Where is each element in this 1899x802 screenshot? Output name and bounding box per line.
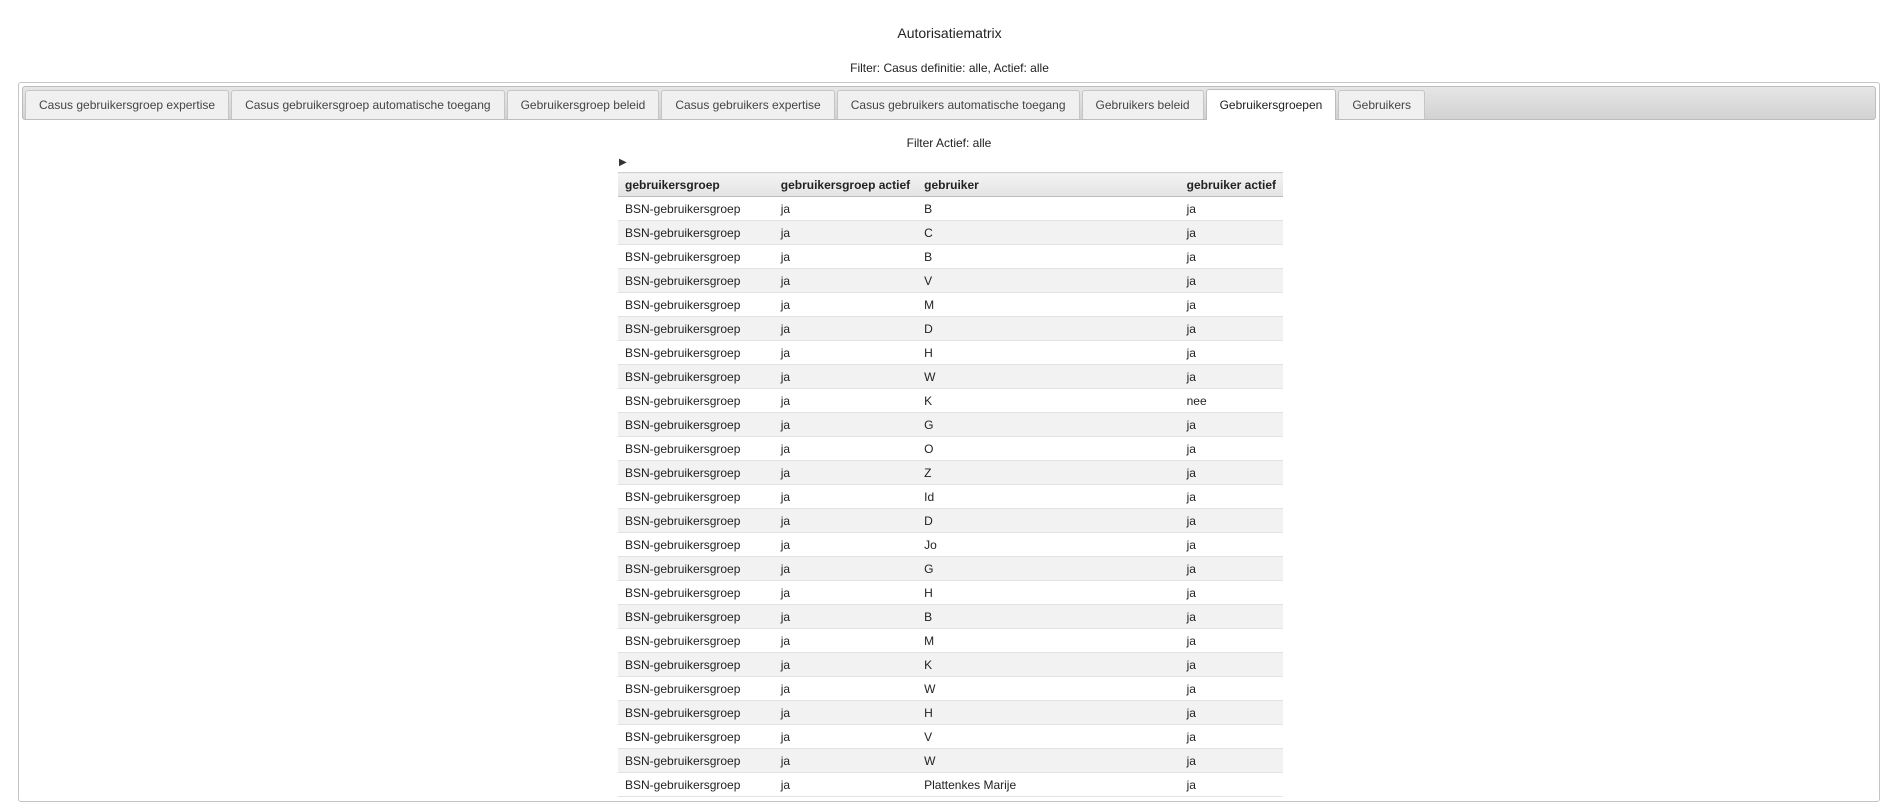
cell-gebruikersgroep-actief: ja (774, 605, 917, 629)
cell-gebruiker-actief: ja (1180, 509, 1283, 533)
cell-gebruikersgroep: BSN-gebruikersgroep (618, 341, 774, 365)
active-filter-label: Filter Actief: alle (906, 136, 992, 150)
cell-gebruiker: M (917, 629, 1180, 653)
cell-gebruiker-actief: ja (1180, 701, 1283, 725)
tab-gebruikers[interactable]: Gebruikers (1338, 90, 1425, 119)
table-body (618, 197, 1283, 797)
cell-gebruiker-actief: ja (1180, 605, 1283, 629)
cell-gebruiker: Id (917, 485, 1180, 509)
cell-gebruiker-actief: ja (1180, 677, 1283, 701)
cell-gebruikersgroep-actief: ja (774, 533, 917, 557)
tabs-panel (18, 82, 1880, 802)
table-row[interactable] (618, 461, 1283, 485)
cell-gebruiker: G (917, 413, 1180, 437)
cell-gebruikersgroep-actief: ja (774, 749, 917, 773)
cell-gebruiker-actief: ja (1180, 629, 1283, 653)
tab-casus-gebruikersgroep-automatische-toegang[interactable]: Casus gebruikersgroep automatische toegang (231, 90, 504, 119)
column-header-gebruiker[interactable]: gebruiker (917, 173, 1180, 197)
table-header-row (618, 173, 1283, 197)
cell-gebruikersgroep: BSN-gebruikersgroep (618, 749, 774, 773)
page-filter-summary: Filter: Casus definitie: alle, Actief: alle (850, 61, 1049, 75)
tab-casus-gebruikers-expertise[interactable]: Casus gebruikers expertise (661, 90, 834, 119)
table-row[interactable] (618, 365, 1283, 389)
gebruikersgroepen-table (618, 172, 1283, 797)
cell-gebruiker: Z (917, 461, 1180, 485)
cell-gebruiker-actief: ja (1180, 365, 1283, 389)
cell-gebruikersgroep: BSN-gebruikersgroep (618, 677, 774, 701)
table-row[interactable] (618, 245, 1283, 269)
tab-bar (22, 86, 1876, 120)
cell-gebruikersgroep-actief: ja (774, 653, 917, 677)
cell-gebruikersgroep: BSN-gebruikersgroep (618, 605, 774, 629)
tab-gebruikersgroep-beleid[interactable]: Gebruikersgroep beleid (507, 90, 660, 119)
cell-gebruiker-actief: ja (1180, 653, 1283, 677)
cell-gebruikersgroep-actief: ja (774, 461, 917, 485)
cell-gebruiker-actief: ja (1180, 341, 1283, 365)
column-header-gebruikersgroep[interactable]: gebruikersgroep (618, 173, 774, 197)
cell-gebruikersgroep: BSN-gebruikersgroep (618, 773, 774, 797)
tab-gebruikersgroepen[interactable]: Gebruikersgroepen (1206, 89, 1337, 120)
cell-gebruikersgroep: BSN-gebruikersgroep (618, 533, 774, 557)
cell-gebruiker: H (917, 581, 1180, 605)
table-row[interactable] (618, 749, 1283, 773)
page-title: Autorisatiematrix (897, 25, 1002, 41)
cell-gebruikersgroep-actief: ja (774, 341, 917, 365)
cell-gebruikersgroep-actief: ja (774, 365, 917, 389)
cell-gebruiker: B (917, 197, 1180, 221)
cell-gebruiker-actief: ja (1180, 533, 1283, 557)
cell-gebruikersgroep: BSN-gebruikersgroep (618, 653, 774, 677)
cell-gebruiker: D (917, 317, 1180, 341)
cell-gebruiker-actief: ja (1180, 197, 1283, 221)
cell-gebruikersgroep: BSN-gebruikersgroep (618, 317, 774, 341)
expand-filter-icon[interactable]: ▶ (619, 157, 627, 168)
cell-gebruikersgroep: BSN-gebruikersgroep (618, 461, 774, 485)
cell-gebruiker-actief: ja (1180, 413, 1283, 437)
table-row[interactable] (618, 581, 1283, 605)
cell-gebruiker-actief: ja (1180, 773, 1283, 797)
table-row[interactable] (618, 677, 1283, 701)
cell-gebruiker-actief: ja (1180, 557, 1283, 581)
cell-gebruiker: Plattenkes Marije (917, 773, 1180, 797)
cell-gebruiker-actief: ja (1180, 293, 1283, 317)
cell-gebruikersgroep-actief: ja (774, 677, 917, 701)
cell-gebruikersgroep: BSN-gebruikersgroep (618, 197, 774, 221)
cell-gebruiker-actief: ja (1180, 749, 1283, 773)
cell-gebruikersgroep-actief: ja (774, 773, 917, 797)
cell-gebruikersgroep-actief: ja (774, 437, 917, 461)
table-row[interactable] (618, 269, 1283, 293)
cell-gebruikersgroep-actief: ja (774, 413, 917, 437)
table-row[interactable] (618, 341, 1283, 365)
cell-gebruikersgroep: BSN-gebruikersgroep (618, 365, 774, 389)
cell-gebruikersgroep: BSN-gebruikersgroep (618, 389, 774, 413)
cell-gebruiker: K (917, 653, 1180, 677)
cell-gebruiker-actief: ja (1180, 269, 1283, 293)
table-row[interactable] (618, 557, 1283, 581)
cell-gebruikersgroep: BSN-gebruikersgroep (618, 557, 774, 581)
cell-gebruikersgroep-actief: ja (774, 389, 917, 413)
cell-gebruiker: Jo (917, 533, 1180, 557)
cell-gebruiker: C (917, 221, 1180, 245)
tab-casus-gebruikersgroep-expertise[interactable]: Casus gebruikersgroep expertise (25, 90, 229, 119)
cell-gebruikersgroep: BSN-gebruikersgroep (618, 269, 774, 293)
cell-gebruiker: W (917, 365, 1180, 389)
table-row[interactable] (618, 317, 1283, 341)
table-row[interactable] (618, 437, 1283, 461)
cell-gebruikersgroep-actief: ja (774, 317, 917, 341)
cell-gebruikersgroep-actief: ja (774, 701, 917, 725)
cell-gebruikersgroep-actief: ja (774, 485, 917, 509)
column-header-gebruikersgroep-actief[interactable]: gebruikersgroep actief (774, 173, 917, 197)
tab-gebruikers-beleid[interactable]: Gebruikers beleid (1082, 90, 1204, 119)
cell-gebruikersgroep: BSN-gebruikersgroep (618, 581, 774, 605)
cell-gebruikersgroep: BSN-gebruikersgroep (618, 701, 774, 725)
cell-gebruiker-actief: ja (1180, 245, 1283, 269)
table-row[interactable] (618, 413, 1283, 437)
cell-gebruiker-actief: ja (1180, 725, 1283, 749)
cell-gebruiker-actief: ja (1180, 581, 1283, 605)
cell-gebruiker: W (917, 677, 1180, 701)
cell-gebruikersgroep-actief: ja (774, 245, 917, 269)
cell-gebruikersgroep: BSN-gebruikersgroep (618, 221, 774, 245)
cell-gebruikersgroep: BSN-gebruikersgroep (618, 413, 774, 437)
cell-gebruiker: H (917, 341, 1180, 365)
cell-gebruiker: G (917, 557, 1180, 581)
table-row[interactable] (618, 293, 1283, 317)
table-row[interactable] (618, 701, 1283, 725)
column-header-gebruiker-actief[interactable]: gebruiker actief (1180, 173, 1283, 197)
cell-gebruiker: W (917, 749, 1180, 773)
table-row[interactable] (618, 389, 1283, 413)
cell-gebruikersgroep: BSN-gebruikersgroep (618, 245, 774, 269)
cell-gebruikersgroep: BSN-gebruikersgroep (618, 293, 774, 317)
cell-gebruikersgroep-actief: ja (774, 293, 917, 317)
cell-gebruikersgroep-actief: ja (774, 509, 917, 533)
cell-gebruiker: M (917, 293, 1180, 317)
cell-gebruikersgroep: BSN-gebruikersgroep (618, 629, 774, 653)
table-row[interactable] (618, 605, 1283, 629)
cell-gebruikersgroep-actief: ja (774, 629, 917, 653)
cell-gebruiker: V (917, 725, 1180, 749)
cell-gebruikersgroep-actief: ja (774, 197, 917, 221)
cell-gebruiker: H (917, 701, 1180, 725)
table-row[interactable] (618, 533, 1283, 557)
cell-gebruikersgroep-actief: ja (774, 557, 917, 581)
table-row[interactable] (618, 221, 1283, 245)
cell-gebruikersgroep: BSN-gebruikersgroep (618, 725, 774, 749)
cell-gebruikersgroep-actief: ja (774, 725, 917, 749)
cell-gebruiker: B (917, 605, 1180, 629)
tab-casus-gebruikers-automatische-toegang[interactable]: Casus gebruikers automatische toegang (837, 90, 1080, 119)
cell-gebruiker: K (917, 389, 1180, 413)
cell-gebruikersgroep: BSN-gebruikersgroep (618, 485, 774, 509)
cell-gebruiker-actief: ja (1180, 437, 1283, 461)
cell-gebruiker: V (917, 269, 1180, 293)
cell-gebruiker-actief: ja (1180, 461, 1283, 485)
cell-gebruikersgroep-actief: ja (774, 221, 917, 245)
cell-gebruikersgroep-actief: ja (774, 269, 917, 293)
table-row[interactable] (618, 629, 1283, 653)
cell-gebruiker-actief: ja (1180, 221, 1283, 245)
cell-gebruiker: D (917, 509, 1180, 533)
table-row[interactable] (618, 485, 1283, 509)
cell-gebruikersgroep: BSN-gebruikersgroep (618, 509, 774, 533)
cell-gebruikersgroep: BSN-gebruikersgroep (618, 437, 774, 461)
table-row[interactable] (618, 725, 1283, 749)
table-row[interactable] (618, 773, 1283, 797)
cell-gebruikersgroep-actief: ja (774, 581, 917, 605)
cell-gebruiker: B (917, 245, 1180, 269)
cell-gebruiker: O (917, 437, 1180, 461)
cell-gebruiker-actief: nee (1180, 389, 1283, 413)
table-row[interactable] (618, 509, 1283, 533)
table-row[interactable] (618, 197, 1283, 221)
table-row[interactable] (618, 653, 1283, 677)
cell-gebruiker-actief: ja (1180, 485, 1283, 509)
cell-gebruiker-actief: ja (1180, 317, 1283, 341)
